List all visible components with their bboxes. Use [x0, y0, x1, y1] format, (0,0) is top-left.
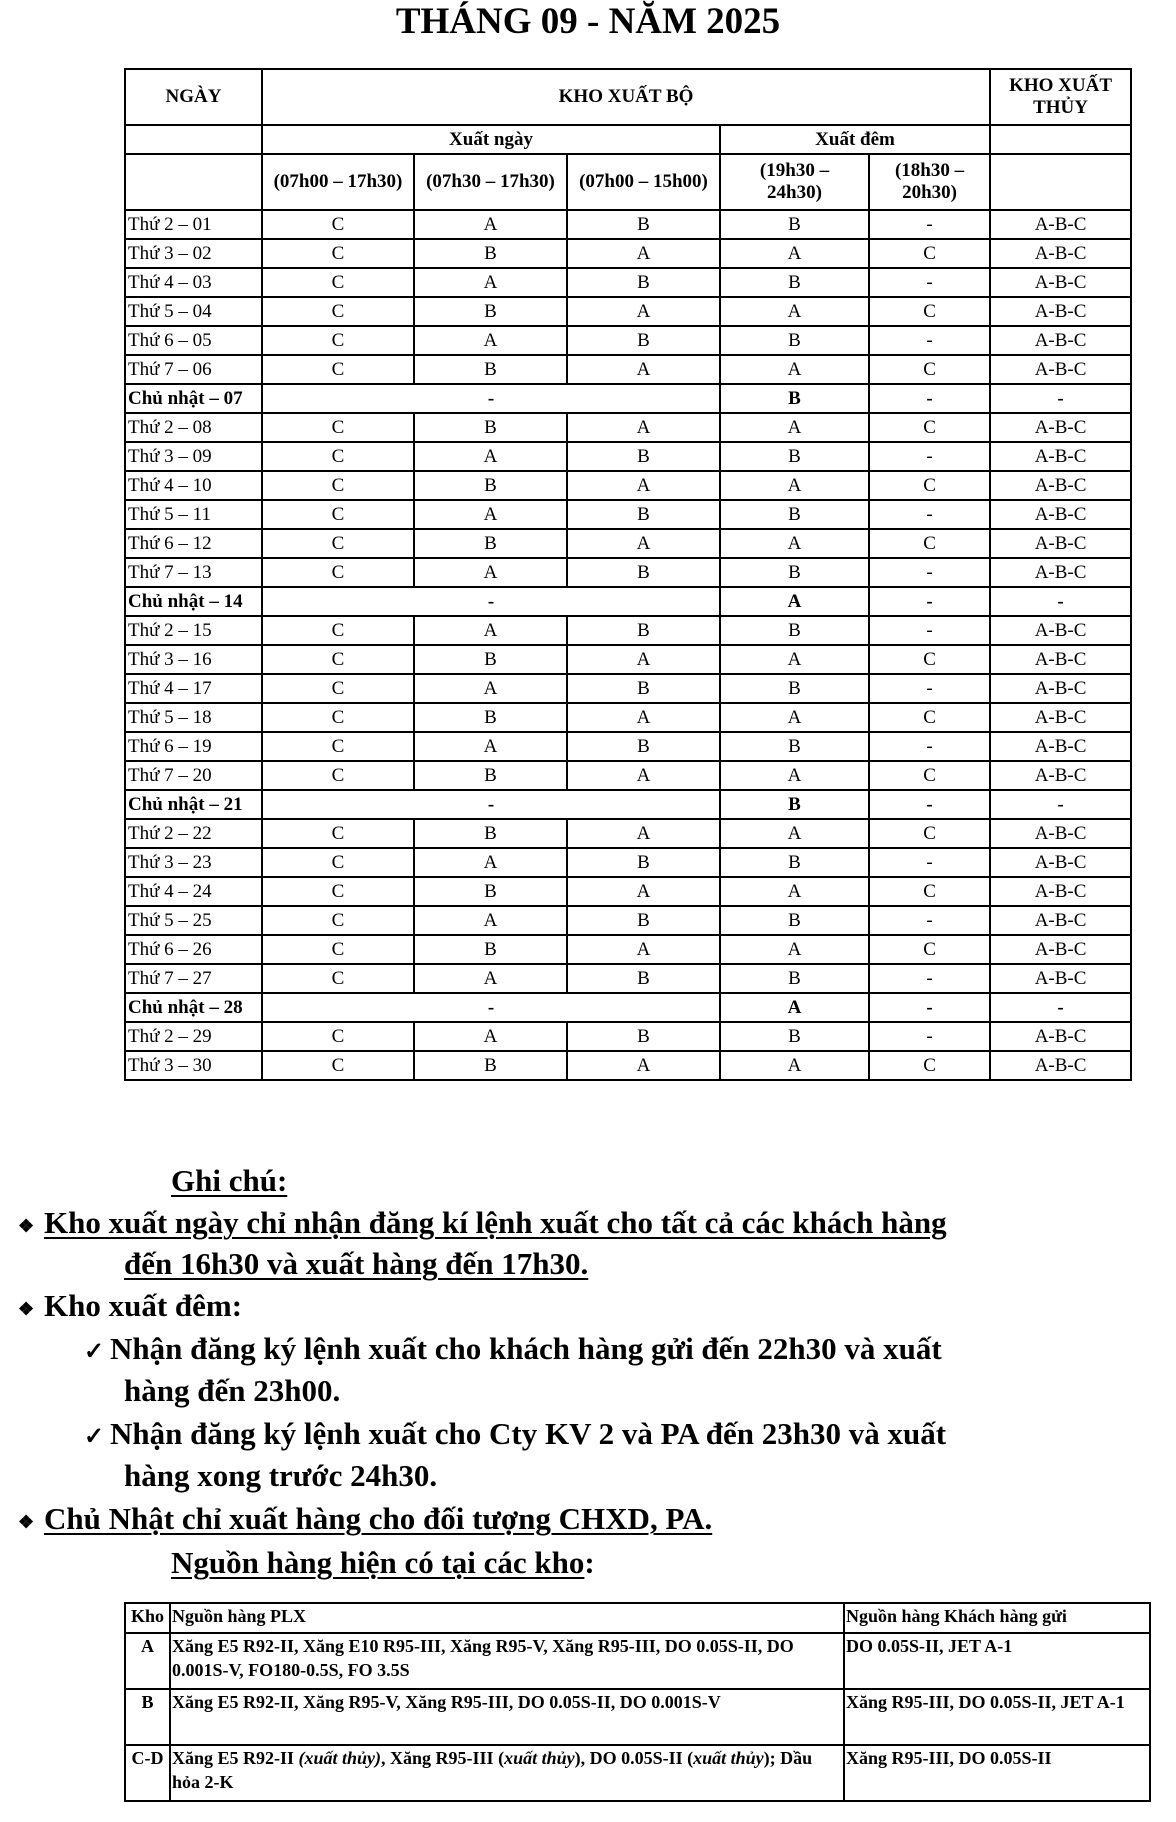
assignment-cell: - — [990, 790, 1131, 819]
day-cell: Thứ 3 – 16 — [125, 645, 262, 674]
sources-kho: C-D — [125, 1745, 170, 1801]
header-xuat-dem: Xuất đêm — [720, 125, 990, 154]
note-item-3 — [18, 1501, 712, 1540]
assignment-cell: - — [869, 558, 990, 587]
sources-header-kho: Kho — [125, 1603, 170, 1633]
diamond-bullet-icon: ❖ — [18, 1511, 35, 1532]
assignment-cell: B — [414, 239, 567, 268]
header-slot: (18h30 – 20h30) — [869, 154, 990, 210]
assignment-cell: B — [414, 355, 567, 384]
assignment-cell: - — [869, 906, 990, 935]
assignment-cell: - — [990, 993, 1131, 1022]
plx-part-italic: (xuất thủy) — [298, 1748, 382, 1768]
assignment-cell: B — [567, 210, 720, 239]
assignment-cell: C — [262, 616, 414, 645]
sources-customer: Xăng R95-III, DO 0.05S-II, JET A-1 — [844, 1689, 1150, 1745]
assignment-cell: A — [720, 761, 869, 790]
assignment-cell: B — [720, 500, 869, 529]
assignment-cell: B — [720, 848, 869, 877]
assignment-cell: A-B-C — [990, 268, 1131, 297]
header-empty — [125, 154, 262, 210]
plx-part-italic: xuất thủy — [693, 1748, 764, 1768]
assignment-cell: C — [262, 819, 414, 848]
diamond-bullet-icon: ❖ — [18, 1215, 35, 1236]
assignment-cell: - — [262, 993, 720, 1022]
sources-kho: A — [125, 1633, 170, 1689]
assignment-cell: - — [262, 384, 720, 413]
assignment-cell: - — [990, 587, 1131, 616]
assignment-cell: A — [414, 210, 567, 239]
assignment-cell: B — [720, 906, 869, 935]
assignment-cell: B — [414, 935, 567, 964]
assignment-cell: B — [720, 790, 869, 819]
assignment-cell: A — [414, 268, 567, 297]
assignment-cell: A — [567, 935, 720, 964]
page-title: THÁNG 09 - NĂM 2025 — [395, 1, 781, 42]
assignment-cell: A — [567, 239, 720, 268]
sources-header-plx: Nguồn hàng PLX — [170, 1603, 844, 1633]
day-cell: Thứ 7 – 20 — [125, 761, 262, 790]
assignment-cell: A-B-C — [990, 964, 1131, 993]
assignment-cell: A — [720, 1051, 869, 1080]
assignment-cell: A — [720, 993, 869, 1022]
schedule-row — [125, 819, 1131, 848]
schedule-row — [125, 906, 1131, 935]
assignment-cell: A — [720, 877, 869, 906]
assignment-cell: C — [262, 1051, 414, 1080]
day-cell: Chủ nhật – 21 — [125, 790, 262, 819]
assignment-cell: A-B-C — [990, 645, 1131, 674]
note-sub-1 — [84, 1331, 942, 1370]
assignment-cell: A-B-C — [990, 500, 1131, 529]
assignment-cell: A-B-C — [990, 848, 1131, 877]
day-cell: Thứ 7 – 27 — [125, 964, 262, 993]
header-empty — [990, 154, 1131, 210]
schedule-row-sunday — [125, 993, 1131, 1022]
assignment-cell: B — [567, 906, 720, 935]
assignment-cell: C — [262, 239, 414, 268]
assignment-cell: C — [262, 210, 414, 239]
assignment-cell: - — [990, 384, 1131, 413]
schedule-row — [125, 326, 1131, 355]
assignment-cell: B — [720, 674, 869, 703]
assignment-cell: C — [869, 529, 990, 558]
day-cell: Thứ 5 – 04 — [125, 297, 262, 326]
note-text: Kho xuất ngày chỉ nhận đăng kí lệnh xuất cho tất cả các khách hàng — [44, 1205, 947, 1240]
check-mark-icon: ✓ — [84, 1424, 105, 1450]
assignment-cell: B — [567, 616, 720, 645]
check-mark-icon: ✓ — [84, 1339, 105, 1365]
assignment-cell: A — [567, 471, 720, 500]
sources-plx: Xăng E5 R92-II, Xăng R95-V, Xăng R95-III, DO 0.05S-II, DO 0.001S-V — [170, 1689, 844, 1745]
assignment-cell: B — [567, 674, 720, 703]
schedule-row-sunday — [125, 790, 1131, 819]
assignment-cell: C — [262, 674, 414, 703]
assignment-cell: B — [720, 326, 869, 355]
plx-part: ); Dầu hỏa 2-K — [172, 1748, 813, 1792]
assignment-cell: A — [414, 442, 567, 471]
day-cell: Thứ 5 – 11 — [125, 500, 262, 529]
schedule-row — [125, 1022, 1131, 1051]
sources-plx: Xăng E5 R92-II, Xăng E10 R95-III, Xăng R95-V, Xăng R95-III, DO 0.05S-II, DO 0.001S-V, FO180-0.5S, FO 3.5S — [170, 1633, 844, 1689]
header-kho-xuat-thuy: KHO XUẤT THỦY — [990, 69, 1131, 125]
header-empty — [990, 125, 1131, 154]
assignment-cell: A-B-C — [990, 529, 1131, 558]
sources-plx — [170, 1745, 844, 1801]
assignment-cell: C — [262, 761, 414, 790]
assignment-cell: B — [414, 1051, 567, 1080]
assignment-cell: C — [262, 732, 414, 761]
assignment-cell: B — [567, 326, 720, 355]
assignment-cell: C — [869, 703, 990, 732]
assignment-cell: A — [567, 703, 720, 732]
assignment-cell: A-B-C — [990, 1051, 1131, 1080]
assignment-cell: C — [869, 761, 990, 790]
header-empty — [125, 125, 262, 154]
schedule-row — [125, 732, 1131, 761]
assignment-cell: A-B-C — [990, 239, 1131, 268]
assignment-cell: C — [262, 268, 414, 297]
assignment-cell: B — [414, 529, 567, 558]
assignment-cell: C — [869, 819, 990, 848]
assignment-cell: B — [720, 384, 869, 413]
assignment-cell: C — [869, 471, 990, 500]
assignment-cell: A — [720, 297, 869, 326]
assignment-cell: A-B-C — [990, 1022, 1131, 1051]
day-cell: Thứ 3 – 23 — [125, 848, 262, 877]
schedule-row — [125, 529, 1131, 558]
assignment-cell: B — [720, 268, 869, 297]
assignment-cell: A — [414, 558, 567, 587]
sources-header-customer: Nguồn hàng Khách hàng gửi — [844, 1603, 1150, 1633]
assignment-cell: - — [869, 616, 990, 645]
note-sub-2-cont: hàng xong trước 24h30. — [124, 1458, 438, 1493]
assignment-cell: C — [262, 906, 414, 935]
assignment-cell: A — [567, 1051, 720, 1080]
assignment-cell: B — [414, 761, 567, 790]
schedule-row — [125, 239, 1131, 268]
assignment-cell: B — [567, 558, 720, 587]
assignment-cell: A — [567, 877, 720, 906]
assignment-cell: C — [262, 297, 414, 326]
assignment-cell: B — [414, 297, 567, 326]
assignment-cell: B — [414, 471, 567, 500]
assignment-cell: A-B-C — [990, 442, 1131, 471]
assignment-cell: A — [567, 529, 720, 558]
schedule-row — [125, 761, 1131, 790]
assignment-cell: C — [869, 935, 990, 964]
assignment-cell: A — [720, 529, 869, 558]
assignment-cell: C — [262, 326, 414, 355]
sources-table — [124, 1602, 1151, 1802]
assignment-cell: B — [414, 877, 567, 906]
assignment-cell: - — [262, 790, 720, 819]
sources-row — [125, 1633, 1150, 1689]
assignment-cell: A-B-C — [990, 471, 1131, 500]
assignment-cell: - — [869, 674, 990, 703]
sources-heading — [171, 1545, 595, 1581]
schedule-row — [125, 558, 1131, 587]
assignment-cell: C — [262, 500, 414, 529]
diamond-bullet-icon: ❖ — [18, 1298, 35, 1319]
assignment-cell: A-B-C — [990, 674, 1131, 703]
assignment-cell: - — [869, 732, 990, 761]
header-slot: (19h30 – 24h30) — [720, 154, 869, 210]
note-sub-1-cont: hàng đến 23h00. — [124, 1373, 341, 1408]
day-cell: Thứ 6 – 12 — [125, 529, 262, 558]
day-cell: Chủ nhật – 28 — [125, 993, 262, 1022]
assignment-cell: A-B-C — [990, 761, 1131, 790]
assignment-cell: A — [720, 703, 869, 732]
day-cell: Thứ 2 – 22 — [125, 819, 262, 848]
plx-part: , Xăng R95-III ( — [381, 1748, 505, 1768]
assignment-cell: B — [567, 442, 720, 471]
assignment-cell: A — [414, 616, 567, 645]
sources-customer: DO 0.05S-II, JET A-1 — [844, 1633, 1150, 1689]
assignment-cell: - — [869, 384, 990, 413]
assignment-cell: B — [720, 616, 869, 645]
day-cell: Thứ 6 – 26 — [125, 935, 262, 964]
assignment-cell: A — [414, 674, 567, 703]
sources-row — [125, 1689, 1150, 1745]
assignment-cell: B — [414, 645, 567, 674]
assignment-cell: A — [720, 645, 869, 674]
day-cell: Thứ 4 – 10 — [125, 471, 262, 500]
assignment-cell: C — [262, 964, 414, 993]
plx-part: ), DO 0.05S-II ( — [574, 1748, 694, 1768]
assignment-cell: - — [869, 268, 990, 297]
assignment-cell: A — [567, 355, 720, 384]
sources-heading-colon: : — [584, 1545, 595, 1580]
assignment-cell: A — [720, 239, 869, 268]
day-cell: Chủ nhật – 14 — [125, 587, 262, 616]
assignment-cell: B — [720, 442, 869, 471]
day-cell: Thứ 7 – 13 — [125, 558, 262, 587]
assignment-cell: C — [262, 413, 414, 442]
assignment-cell: A-B-C — [990, 877, 1131, 906]
schedule-row — [125, 935, 1131, 964]
assignment-cell: - — [869, 210, 990, 239]
assignment-cell: - — [869, 964, 990, 993]
header-slot: (07h00 – 15h00) — [567, 154, 720, 210]
assignment-cell: C — [869, 355, 990, 384]
assignment-cell: A-B-C — [990, 413, 1131, 442]
assignment-cell: A — [567, 819, 720, 848]
assignment-cell: C — [262, 1022, 414, 1051]
schedule-row — [125, 1051, 1131, 1080]
note-text: Nhận đăng ký lệnh xuất cho khách hàng gửi đến 22h30 và xuất — [110, 1331, 942, 1366]
schedule-row — [125, 268, 1131, 297]
assignment-cell: A — [414, 964, 567, 993]
schedule-row — [125, 500, 1131, 529]
plx-part-italic: xuất thủy — [504, 1748, 575, 1768]
day-cell: Thứ 3 – 30 — [125, 1051, 262, 1080]
assignment-cell: B — [720, 732, 869, 761]
schedule-row-sunday — [125, 587, 1131, 616]
assignment-cell: B — [567, 500, 720, 529]
day-cell: Thứ 3 – 02 — [125, 239, 262, 268]
note-text: Chủ Nhật chỉ xuất hàng cho đối tượng CHXD, PA. — [44, 1501, 713, 1536]
assignment-cell: C — [262, 703, 414, 732]
assignment-cell: C — [262, 935, 414, 964]
sources-kho: B — [125, 1689, 170, 1745]
schedule-row — [125, 674, 1131, 703]
note-item-1 — [18, 1205, 947, 1244]
assignment-cell: A-B-C — [990, 935, 1131, 964]
assignment-cell: C — [869, 297, 990, 326]
assignment-cell: A — [567, 645, 720, 674]
assignment-cell: A-B-C — [990, 326, 1131, 355]
assignment-cell: A — [567, 297, 720, 326]
assignment-cell: C — [262, 645, 414, 674]
assignment-cell: A — [720, 355, 869, 384]
schedule-row — [125, 297, 1131, 326]
assignment-cell: A-B-C — [990, 558, 1131, 587]
assignment-cell: - — [869, 790, 990, 819]
day-cell: Thứ 5 – 25 — [125, 906, 262, 935]
schedule-row — [125, 413, 1131, 442]
assignment-cell: - — [869, 848, 990, 877]
assignment-cell: - — [869, 442, 990, 471]
note-text: Nhận đăng ký lệnh xuất cho Cty KV 2 và PA đến 23h30 và xuất — [110, 1416, 947, 1451]
assignment-cell: C — [262, 877, 414, 906]
assignment-cell: C — [869, 413, 990, 442]
assignment-cell: A — [414, 732, 567, 761]
assignment-cell: A — [567, 413, 720, 442]
note-text: Kho xuất đêm: — [44, 1288, 243, 1323]
schedule-row — [125, 616, 1131, 645]
assignment-cell: C — [262, 848, 414, 877]
sources-heading-text: Nguồn hàng hiện có tại các kho — [171, 1545, 585, 1580]
assignment-cell: C — [869, 1051, 990, 1080]
assignment-cell: C — [262, 558, 414, 587]
schedule-row — [125, 645, 1131, 674]
assignment-cell: C — [869, 239, 990, 268]
plx-part: Xăng E5 R92-II — [172, 1748, 299, 1768]
assignment-cell: A — [567, 761, 720, 790]
sources-customer: Xăng R95-III, DO 0.05S-II — [844, 1745, 1150, 1801]
day-cell: Thứ 2 – 08 — [125, 413, 262, 442]
assignment-cell: C — [869, 645, 990, 674]
schedule-row — [125, 355, 1131, 384]
assignment-cell: B — [414, 819, 567, 848]
assignment-cell: B — [567, 732, 720, 761]
schedule-row — [125, 877, 1131, 906]
assignment-cell: C — [869, 877, 990, 906]
assignment-cell: A-B-C — [990, 210, 1131, 239]
assignment-cell: B — [414, 703, 567, 732]
assignment-cell: C — [262, 355, 414, 384]
assignment-cell: A — [414, 500, 567, 529]
assignment-cell: B — [720, 210, 869, 239]
assignment-cell: B — [567, 964, 720, 993]
assignment-cell: A — [720, 587, 869, 616]
schedule-table — [124, 68, 1132, 1081]
notes-heading: Ghi chú: — [171, 1163, 288, 1198]
assignment-cell: A — [414, 906, 567, 935]
schedule-row — [125, 703, 1131, 732]
note-item-1-cont: đến 16h30 và xuất hàng đến 17h30. — [124, 1246, 589, 1281]
assignment-cell: B — [567, 268, 720, 297]
assignment-cell: - — [869, 587, 990, 616]
assignment-cell: B — [414, 413, 567, 442]
schedule-row — [125, 848, 1131, 877]
assignment-cell: A-B-C — [990, 616, 1131, 645]
day-cell: Thứ 2 – 01 — [125, 210, 262, 239]
note-item-2 — [18, 1288, 242, 1327]
assignment-cell: A-B-C — [990, 906, 1131, 935]
day-cell: Thứ 4 – 03 — [125, 268, 262, 297]
assignment-cell: B — [720, 1022, 869, 1051]
assignment-cell: A — [720, 471, 869, 500]
schedule-row — [125, 442, 1131, 471]
assignment-cell: B — [720, 558, 869, 587]
day-cell: Thứ 2 – 15 — [125, 616, 262, 645]
assignment-cell: A-B-C — [990, 355, 1131, 384]
assignment-cell: A — [720, 935, 869, 964]
header-day: NGÀY — [125, 69, 262, 125]
assignment-cell: A-B-C — [990, 819, 1131, 848]
header-slot: (07h30 – 17h30) — [414, 154, 567, 210]
assignment-cell: B — [567, 1022, 720, 1051]
assignment-cell: A-B-C — [990, 297, 1131, 326]
day-cell: Thứ 6 – 05 — [125, 326, 262, 355]
day-cell: Thứ 7 – 06 — [125, 355, 262, 384]
assignment-cell: A — [414, 1022, 567, 1051]
assignment-cell: C — [262, 442, 414, 471]
day-cell: Thứ 4 – 24 — [125, 877, 262, 906]
sources-row — [125, 1745, 1150, 1801]
assignment-cell: A-B-C — [990, 732, 1131, 761]
assignment-cell: A-B-C — [990, 703, 1131, 732]
header-slot: (07h00 – 17h30) — [262, 154, 414, 210]
assignment-cell: - — [869, 993, 990, 1022]
day-cell: Thứ 3 – 09 — [125, 442, 262, 471]
header-kho-xuat-bo: KHO XUẤT BỘ — [262, 69, 990, 125]
assignment-cell: - — [869, 326, 990, 355]
header-xuat-ngay: Xuất ngày — [262, 125, 720, 154]
assignment-cell: B — [567, 848, 720, 877]
schedule-row — [125, 471, 1131, 500]
assignment-cell: B — [720, 964, 869, 993]
assignment-cell: A — [720, 413, 869, 442]
assignment-cell: C — [262, 529, 414, 558]
schedule-row — [125, 964, 1131, 993]
note-sub-2 — [84, 1416, 946, 1455]
day-cell: Thứ 5 – 18 — [125, 703, 262, 732]
assignment-cell: A — [414, 848, 567, 877]
assignment-cell: - — [869, 500, 990, 529]
schedule-row — [125, 210, 1131, 239]
day-cell: Thứ 6 – 19 — [125, 732, 262, 761]
day-cell: Thứ 2 – 29 — [125, 1022, 262, 1051]
schedule-row-sunday — [125, 384, 1131, 413]
day-cell: Chủ nhật – 07 — [125, 384, 262, 413]
assignment-cell: A — [720, 819, 869, 848]
day-cell: Thứ 4 – 17 — [125, 674, 262, 703]
assignment-cell: C — [262, 471, 414, 500]
assignment-cell: A — [414, 326, 567, 355]
assignment-cell: - — [869, 1022, 990, 1051]
assignment-cell: - — [262, 587, 720, 616]
